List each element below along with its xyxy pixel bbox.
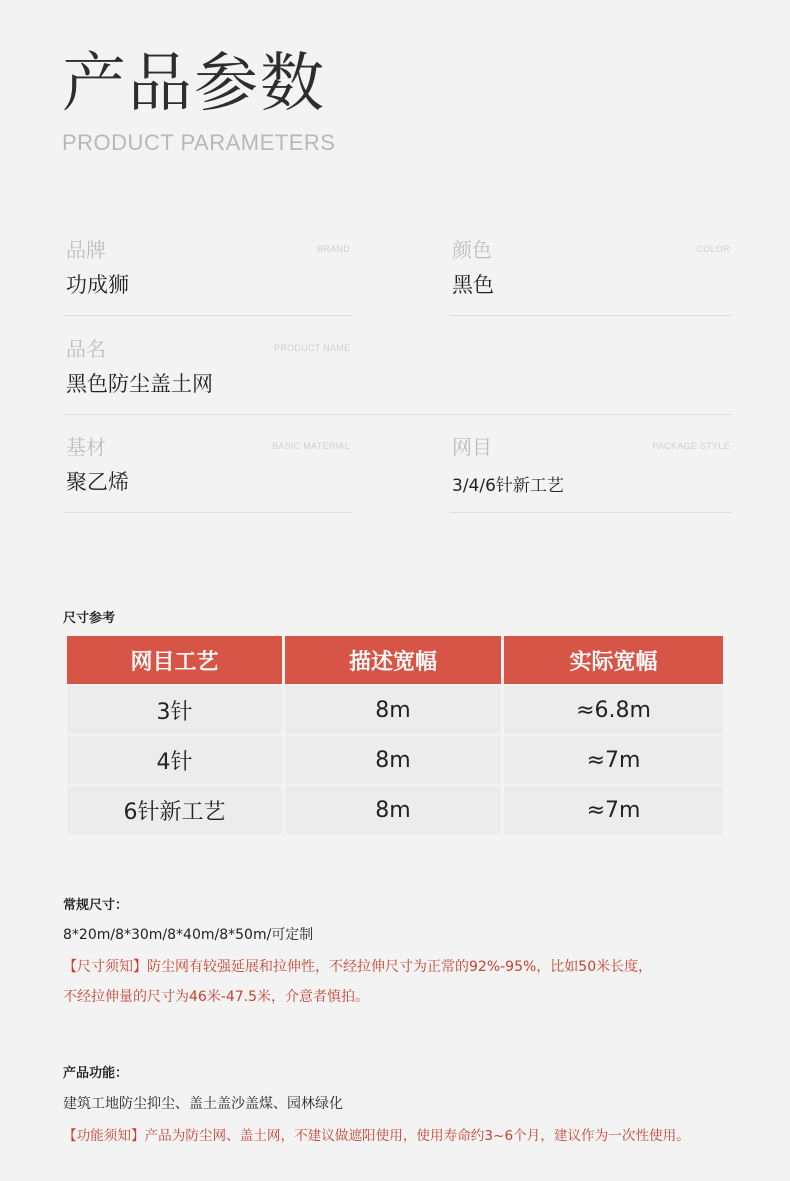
function-uses: 建筑工地防尘抑尘、盖土盖沙盖煤、园林绿化: [63, 1096, 343, 1112]
param-label-en: COLOR: [696, 244, 730, 254]
param-label: 品牌: [66, 238, 106, 262]
size-note-line1: 【尺寸须知】防尘网有较强延展和拉伸性，不经拉伸尺寸为正常的92%-95%，比如50米长度，: [63, 959, 653, 975]
table-row: [67, 784, 723, 834]
size-ref-title: 尺寸参考: [63, 611, 116, 626]
param-value: 黑色防尘盖土网: [66, 372, 213, 396]
table-cell: 3针: [67, 684, 285, 734]
param-color: [450, 236, 732, 316]
table-row: [67, 734, 723, 784]
param-label: 基材: [66, 435, 106, 459]
param-value: 聚乙烯: [66, 470, 129, 494]
table-row: [67, 684, 723, 734]
param-label: 颜色: [452, 238, 492, 262]
table-cell: ≈7m: [504, 734, 723, 784]
param-brand: [64, 236, 352, 316]
param-label-en: PRODUCT NAME: [274, 343, 351, 353]
table-header-row: [67, 636, 723, 684]
size-note-line2: 不经拉伸量的尺寸为46米-47.5米，介意者慎拍。: [63, 989, 370, 1005]
table-cell: ≈7m: [504, 784, 723, 834]
table-cell: 8m: [285, 784, 504, 834]
table-cell: 8m: [285, 684, 504, 734]
param-value: 3/4/6针新工艺: [452, 476, 564, 496]
table-header: 网目工艺: [67, 636, 285, 684]
param-product-name: [64, 335, 732, 415]
function-note: 【功能须知】产品为防尘网、盖土网，不建议做遮阳使用，使用寿命约3~6个月，建议作为一次性使用。: [63, 1128, 690, 1144]
param-mesh: [450, 433, 732, 513]
param-label: 网目: [452, 435, 492, 459]
param-label: 品名: [66, 337, 106, 361]
table-cell: 6针新工艺: [67, 784, 285, 834]
param-label-en: PACKAGE STYLE: [652, 441, 730, 451]
param-value: 黑色: [452, 273, 494, 297]
page-title: 产品参数: [62, 47, 326, 121]
table-header: 描述宽幅: [285, 636, 504, 684]
regular-sizes: 8*20m/8*30m/8*40m/8*50m/可定制: [63, 927, 314, 943]
size-table: [67, 636, 723, 834]
regular-size-title: 常规尺寸：: [63, 898, 129, 913]
table-cell: ≈6.8m: [504, 684, 723, 734]
param-label-en: BRAND: [316, 244, 350, 254]
param-label-en: BASIC MATERIAL: [271, 441, 350, 451]
table-cell: 4针: [67, 734, 285, 784]
table-cell: 8m: [285, 734, 504, 784]
page-subtitle: PRODUCT PARAMETERS: [62, 130, 336, 155]
function-title: 产品功能：: [63, 1066, 129, 1081]
param-value: 功成狮: [66, 273, 129, 297]
param-material: [64, 433, 352, 513]
table-header: 实际宽幅: [504, 636, 723, 684]
